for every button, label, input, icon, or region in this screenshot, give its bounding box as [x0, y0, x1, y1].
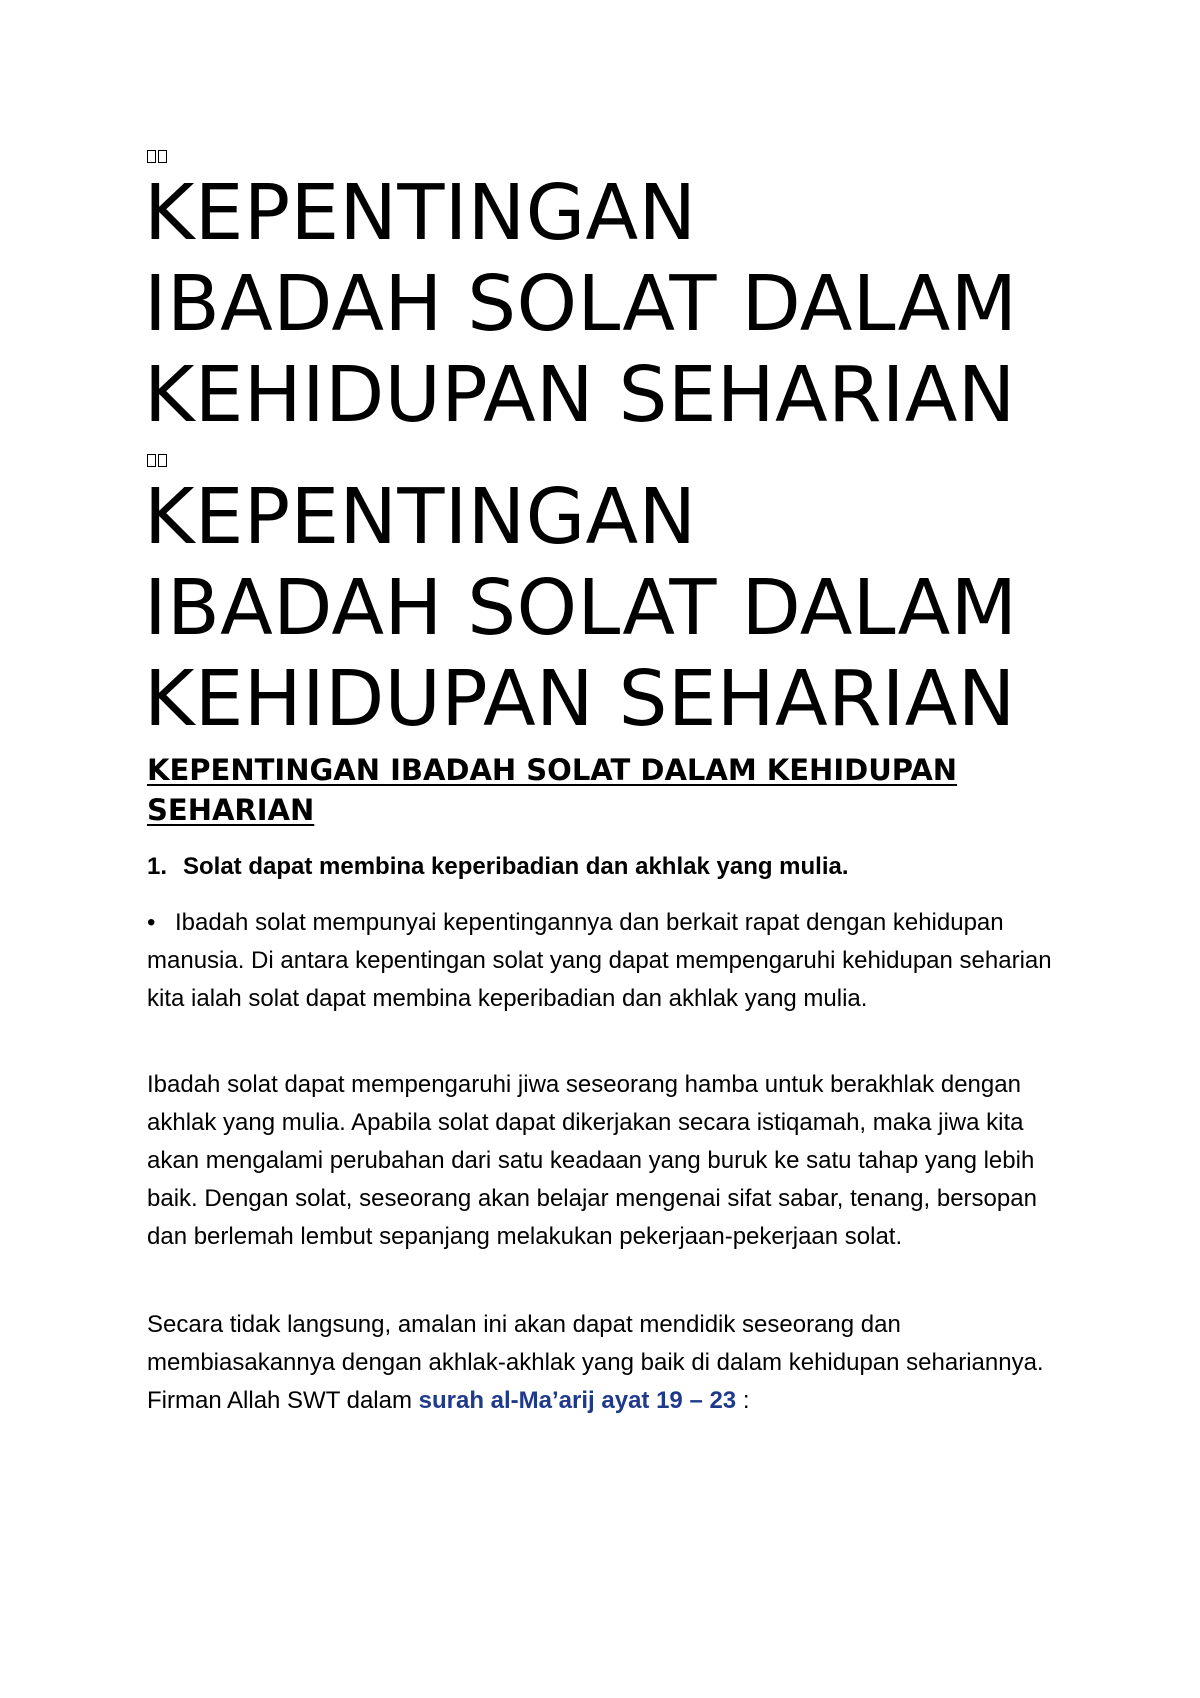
missing-glyph-marker — [147, 150, 169, 165]
big-title-line: IBADAH SOLAT DALAM — [144, 260, 1018, 349]
big-title-line: KEHIDUPAN SEHARIAN — [144, 655, 1016, 744]
big-title-line: KEPENTINGAN — [144, 473, 697, 562]
bullet-paragraph-text: Ibadah solat mempunyai kepentingannya dan berkait rapat dengan kehidupan manusia. Di antara kepentingan solat yang dapat mempengaruhi kehidupan seharian kita ialah solat dapat membina keperibadian dan akhlak yang mulia. — [147, 909, 1052, 1012]
missing-glyph-marker — [147, 454, 169, 469]
body-paragraph: Ibadah solat dapat mempengaruhi jiwa seseorang hamba untuk berakhlak dengan akhlak yang mulia. Apabila solat dapat dikerjakan secara istiqamah, maka jiwa kita akan mengalami perubahan dari satu keadaan yang buruk ke satu tahap yang lebih baik. Dengan solat, seseorang akan belajar mengenai sifat sabar, tenang, bersopan dan berlemah lembut sepanjang melakukan pekerjaan-pekerjaan solat. — [147, 1071, 1037, 1250]
bullet-paragraph — [147, 904, 1067, 1018]
item-text: Solat dapat membina keperibadian dan akhlak yang mulia. — [183, 853, 849, 880]
big-title-line: IBADAH SOLAT DALAM — [144, 564, 1018, 653]
section-heading: KEPENTINGAN IBADAH SOLAT DALAM KEHIDUPAN SEHARIAN — [147, 753, 958, 827]
big-title-line: KEHIDUPAN SEHARIAN — [144, 351, 1016, 440]
bullet-icon: • — [147, 909, 156, 936]
big-title-block-1 — [144, 168, 1017, 441]
quran-reference: surah al-Ma’arij ayat 19 – 23 — [418, 1387, 737, 1414]
paragraph-text: Secara tidak langsung, amalan ini akan dapat mendidik seseorang dan membiasakannya dengan akhlak-akhlak yang baik di dalam kehidupan sehariannya. Firman Allah SWT dalam — [147, 1311, 1044, 1414]
big-title-block-2 — [144, 472, 1017, 745]
numbered-item — [147, 848, 1067, 886]
paragraph-end: : — [736, 1387, 750, 1414]
item-number: 1. — [147, 853, 168, 880]
body-paragraph-with-reference — [147, 1306, 1067, 1420]
big-title-line: KEPENTINGAN — [144, 169, 697, 258]
